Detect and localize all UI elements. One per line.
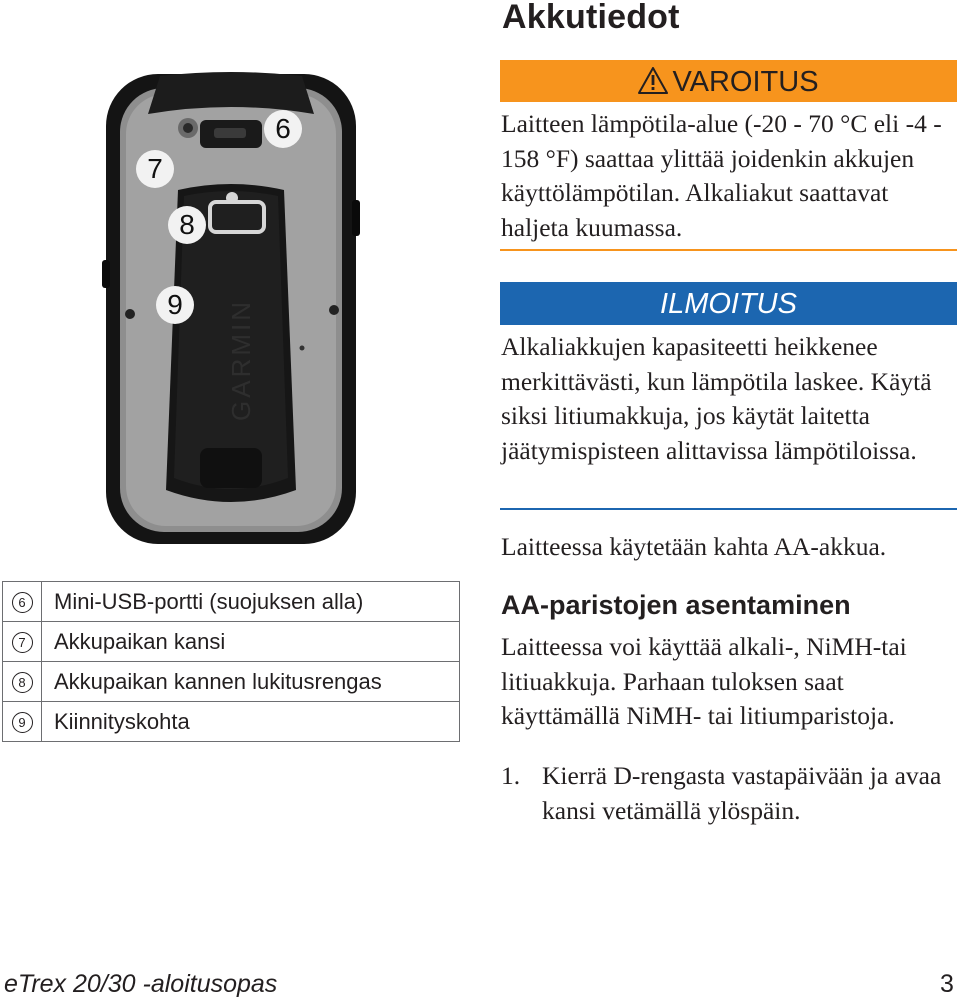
warning-divider: [500, 249, 957, 251]
warning-label: VAROITUS: [672, 66, 819, 98]
page-number: 3: [940, 970, 954, 998]
legend-table: [2, 581, 460, 742]
battery-intro: Laitteessa käytetään kahta AA-akkua.: [501, 532, 887, 561]
legend-row: [3, 662, 460, 702]
warning-banner: [500, 60, 957, 102]
legend-row: [3, 582, 460, 622]
legend-row: [3, 622, 460, 662]
legend-row: [3, 702, 460, 742]
notice-banner: [500, 282, 957, 325]
callout-8: 8: [168, 206, 206, 244]
warning-triangle-icon: [638, 67, 668, 94]
legend-label: Akkupaikan kannen lukitusrengas: [42, 662, 460, 702]
device-illustration: [100, 70, 362, 548]
callout-6: 6: [264, 110, 302, 148]
brand-logo: GARMIN: [226, 299, 256, 421]
callout-9: 9: [156, 286, 194, 324]
legend-number: 7: [12, 632, 33, 653]
install-text: Laitteessa voi käyttää alkali-, NiMH-tai litiuakkuja. Parhaan tuloksen saat käyttämällä NiMH- tai litiumparistoja.: [501, 632, 907, 730]
legend-label: Akkupaikan kansi: [42, 622, 460, 662]
callout-7: 7: [136, 150, 174, 188]
step-number: 1.: [501, 761, 521, 790]
legend-number: 8: [12, 672, 33, 693]
footer-doc-title: eTrex 20/30 -aloitusopas: [4, 970, 278, 998]
legend-label: Kiinnityskohta: [42, 702, 460, 742]
notice-text: Alkaliakkujen kapasiteetti heikkenee merkittävästi, kun lämpötila laskee. Käytä siksi litiumakkuja, jos käytät laitetta jäätymispisteen alittavissa lämpötiloissa.: [501, 332, 932, 465]
legend-number: 9: [12, 712, 33, 733]
step-text: Kierrä D-rengasta vastapäivään ja avaa kansi vetämällä ylöspäin.: [542, 761, 942, 825]
install-heading: AA-paristojen asentaminen: [501, 590, 851, 620]
notice-heading: ILMOITUS: [660, 288, 797, 320]
warning-text: Laitteen lämpötila-alue (-20 - 70 °C eli -4 - 158 °F) saattaa ylittää joidenkin akkujen käyttölämpötilan. Alkaliakut saattavat haljeta kuumassa.: [501, 109, 942, 242]
warning-heading: [500, 66, 957, 99]
legend-label: Mini-USB-portti (suojuksen alla): [42, 582, 460, 622]
legend-number: 6: [12, 592, 33, 613]
notice-divider: [500, 508, 957, 510]
section-title: Akkutiedot: [502, 0, 680, 36]
device-back-photo: [100, 70, 362, 548]
